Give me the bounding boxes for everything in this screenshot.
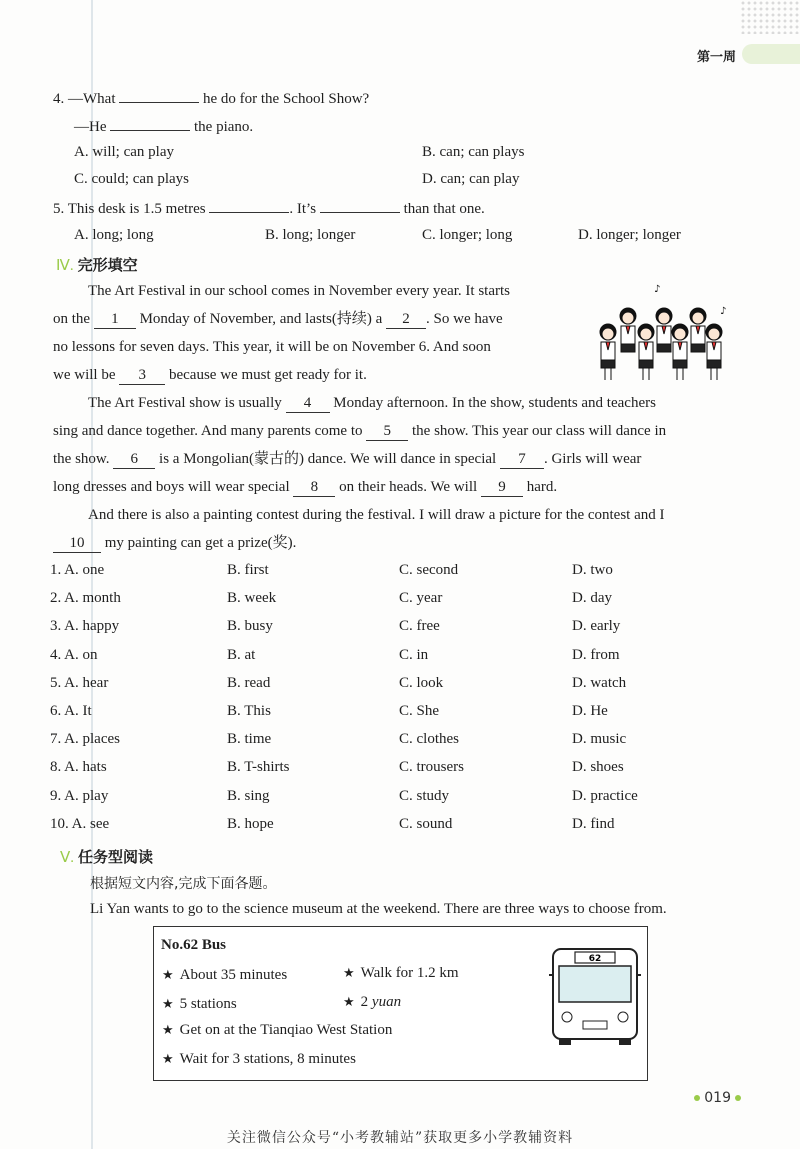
text: sing and dance together. And many parents come to xyxy=(53,423,367,439)
bus-item-stations xyxy=(162,996,237,1013)
text: 019 xyxy=(704,1090,731,1106)
option-c: C. sound xyxy=(399,815,453,832)
q5-text-c: than that one. xyxy=(403,201,485,217)
week-tag xyxy=(690,40,800,68)
q4-option-c: C. could; can plays xyxy=(74,171,189,187)
svg-text:♪: ♪ xyxy=(654,284,661,295)
q5-text-b: . It’s xyxy=(289,201,317,217)
section-4-title: 完形填空 xyxy=(77,256,138,274)
blank-9: 9 xyxy=(481,478,523,497)
option-d: D. from xyxy=(572,646,620,663)
option-a: 1. A. one xyxy=(50,562,105,578)
option-row xyxy=(50,618,750,640)
bus-item-time xyxy=(162,967,287,984)
star-icon: ★ xyxy=(162,997,174,1012)
star-icon: ★ xyxy=(343,995,355,1010)
option-c: C. look xyxy=(399,674,444,691)
option-d: D. two xyxy=(572,562,613,578)
blank-6: 6 xyxy=(113,450,155,469)
text: on their heads. We will xyxy=(335,479,481,495)
option-d: D. music xyxy=(572,731,627,748)
cloze-p1-line3: no lessons for seven days. This year, it will be on November 6. And soon xyxy=(53,339,491,355)
task-intro: Li Yan wants to go to the science museum at the weekend. There are three ways to choose from. xyxy=(90,901,667,917)
q4-blank-1 xyxy=(119,87,199,103)
bus-item-get-on xyxy=(162,1022,392,1039)
bus-icon xyxy=(549,945,641,1047)
bus-box-title: No.62 Bus xyxy=(161,937,227,953)
text: we will be xyxy=(53,367,120,383)
option-b: B. hope xyxy=(227,815,274,832)
cloze-p3-line2 xyxy=(53,533,296,553)
star-icon: ★ xyxy=(162,1023,174,1038)
q4-text-b: he do for the School Show? xyxy=(202,91,370,107)
dot-pattern xyxy=(740,0,800,34)
star-icon: ★ xyxy=(162,1052,174,1067)
q4-blank-2 xyxy=(110,115,190,131)
q4-option-a: A. will; can play xyxy=(74,144,174,160)
q4-option-d: D. can; can play xyxy=(422,171,520,187)
text: on the xyxy=(53,311,94,327)
option-row xyxy=(50,562,750,584)
text: my painting can get a prize(奖). xyxy=(101,535,297,551)
option-d: D. He xyxy=(572,703,608,719)
option-a: 3. A. happy xyxy=(50,618,120,635)
option-b: B. time xyxy=(227,731,272,748)
option-b: B. read xyxy=(227,674,271,691)
dot-icon xyxy=(694,1095,700,1101)
blank-2: 2 xyxy=(386,310,426,329)
text: . So we have xyxy=(426,311,503,327)
svg-text:♪: ♪ xyxy=(720,306,727,317)
cloze-p3-line1: And there is also a painting contest during the festival. I will draw a picture for the contest and I xyxy=(88,507,665,523)
text: Monday afternoon. In the show, students and teachers xyxy=(329,395,656,411)
text: Get on at the Tianqiao West Station xyxy=(179,1022,393,1038)
text: hard. xyxy=(522,479,558,495)
section-5-number: Ⅴ. xyxy=(60,850,75,866)
section-4-heading xyxy=(56,254,138,275)
blank-4: 4 xyxy=(286,394,330,413)
option-row xyxy=(50,675,750,697)
option-c: C. second xyxy=(399,562,459,578)
cloze-p1-line1: The Art Festival in our school comes in November every year. It starts xyxy=(88,283,510,299)
section-4-number: Ⅳ. xyxy=(56,258,74,274)
text: About 35 minutes xyxy=(179,967,288,983)
option-b: B. sing xyxy=(227,787,270,804)
section-5-heading xyxy=(60,846,153,867)
blank-7: 7 xyxy=(500,450,544,469)
singing-children-illustration xyxy=(584,280,740,386)
text: the show. xyxy=(53,451,114,467)
blank-1: 1 xyxy=(94,310,136,329)
text: Monday of November, and lasts(持续) a xyxy=(135,311,387,327)
option-b: B. T-shirts xyxy=(227,759,290,776)
q4-line1 xyxy=(53,87,369,109)
option-row xyxy=(50,703,750,725)
option-row xyxy=(50,647,750,669)
blank-8: 8 xyxy=(293,478,335,497)
option-c: C. clothes xyxy=(399,731,459,748)
option-c: C. in xyxy=(399,646,429,663)
text: yuan xyxy=(371,994,402,1010)
dot-icon xyxy=(735,1095,741,1101)
star-icon: ★ xyxy=(343,966,355,981)
q4-option-b: B. can; can plays xyxy=(422,144,525,160)
option-d: D. watch xyxy=(572,674,627,691)
option-b: B. busy xyxy=(227,618,273,635)
task-instruction: 根据短文内容,完成下面各题。 xyxy=(90,876,277,892)
option-d: D. practice xyxy=(572,787,638,804)
cloze-p2-line4 xyxy=(53,477,557,497)
star-icon: ★ xyxy=(162,968,174,983)
option-d: D. find xyxy=(572,815,615,832)
option-row xyxy=(50,590,750,612)
bus-item-fare xyxy=(343,994,401,1011)
q5-blank-1 xyxy=(209,197,289,213)
option-b: B. This xyxy=(227,703,271,719)
option-a: 7. A. places xyxy=(50,731,120,748)
text: because we must get ready for it. xyxy=(165,367,367,383)
option-c: C. trousers xyxy=(399,759,464,776)
week-tag-bar xyxy=(742,44,800,64)
option-a: 8. A. hats xyxy=(50,759,107,776)
option-a: 9. A. play xyxy=(50,787,109,804)
text: The Art Festival show is usually xyxy=(88,395,286,411)
q4-text-d: the piano. xyxy=(194,119,254,135)
text: . Girls will wear xyxy=(543,451,642,467)
text: Wait for 3 stations, 8 minutes xyxy=(179,1051,356,1067)
option-a: 5. A. hear xyxy=(50,674,109,691)
option-a: 6. A. It xyxy=(50,703,92,719)
q5-option-a: A. long; long xyxy=(74,227,154,243)
option-a: 10. A. see xyxy=(50,815,110,832)
blank-5: 5 xyxy=(366,422,408,441)
q4-line2 xyxy=(74,115,253,137)
cloze-p1-line2 xyxy=(53,309,503,329)
option-row xyxy=(50,731,750,753)
week-label: 第一周 xyxy=(696,50,736,65)
option-d: D. shoes xyxy=(572,759,624,776)
text: the show. This year our class will dance in xyxy=(408,423,667,439)
option-b: B. at xyxy=(227,646,256,663)
option-c: C. study xyxy=(399,787,450,804)
cloze-p1-line4 xyxy=(53,365,367,385)
option-a: 2. A. month xyxy=(50,590,121,607)
q5-option-d: D. longer; longer xyxy=(578,227,681,243)
cloze-p2-line1 xyxy=(88,393,656,413)
cloze-p2-line2 xyxy=(53,421,666,441)
text: is a Mongolian(蒙古的) dance. We will dance in special xyxy=(155,451,500,467)
option-b: B. first xyxy=(227,562,269,578)
option-c: C. year xyxy=(399,590,443,607)
q5-line xyxy=(53,197,485,219)
option-c: C. free xyxy=(399,618,440,635)
option-row xyxy=(50,759,750,781)
blank-10: 10 xyxy=(53,534,101,553)
bus-item-wait xyxy=(162,1051,356,1068)
option-row xyxy=(50,788,750,810)
cloze-p2-line3 xyxy=(53,449,641,469)
option-b: B. week xyxy=(227,590,277,607)
option-d: D. day xyxy=(572,590,612,607)
q5-option-c: C. longer; long xyxy=(422,227,513,243)
text: long dresses and boys will wear special xyxy=(53,479,294,495)
footer-note: 关注微信公众号“小考教辅站”获取更多小学教辅资料 xyxy=(226,1130,574,1146)
q4-text-a: 4. —What xyxy=(53,91,116,107)
option-c: C. She xyxy=(399,703,440,719)
section-5-title: 任务型阅读 xyxy=(78,848,154,866)
text: 5 stations xyxy=(179,996,237,1012)
text: 2 xyxy=(360,994,369,1010)
bus-item-walk xyxy=(343,965,459,982)
page-number xyxy=(690,1090,745,1106)
q4-text-c: —He xyxy=(74,119,107,135)
q5-option-b: B. long; longer xyxy=(265,227,356,243)
text: Walk for 1.2 km xyxy=(360,965,459,981)
q5-text-a: 5. This desk is 1.5 metres xyxy=(53,201,206,217)
option-d: D. early xyxy=(572,618,621,635)
option-row xyxy=(50,816,750,838)
bus-number: 62 xyxy=(588,954,602,964)
option-a: 4. A. on xyxy=(50,646,98,663)
blank-3: 3 xyxy=(119,366,165,385)
bus-info-box xyxy=(153,926,648,1081)
q5-blank-2 xyxy=(320,197,400,213)
